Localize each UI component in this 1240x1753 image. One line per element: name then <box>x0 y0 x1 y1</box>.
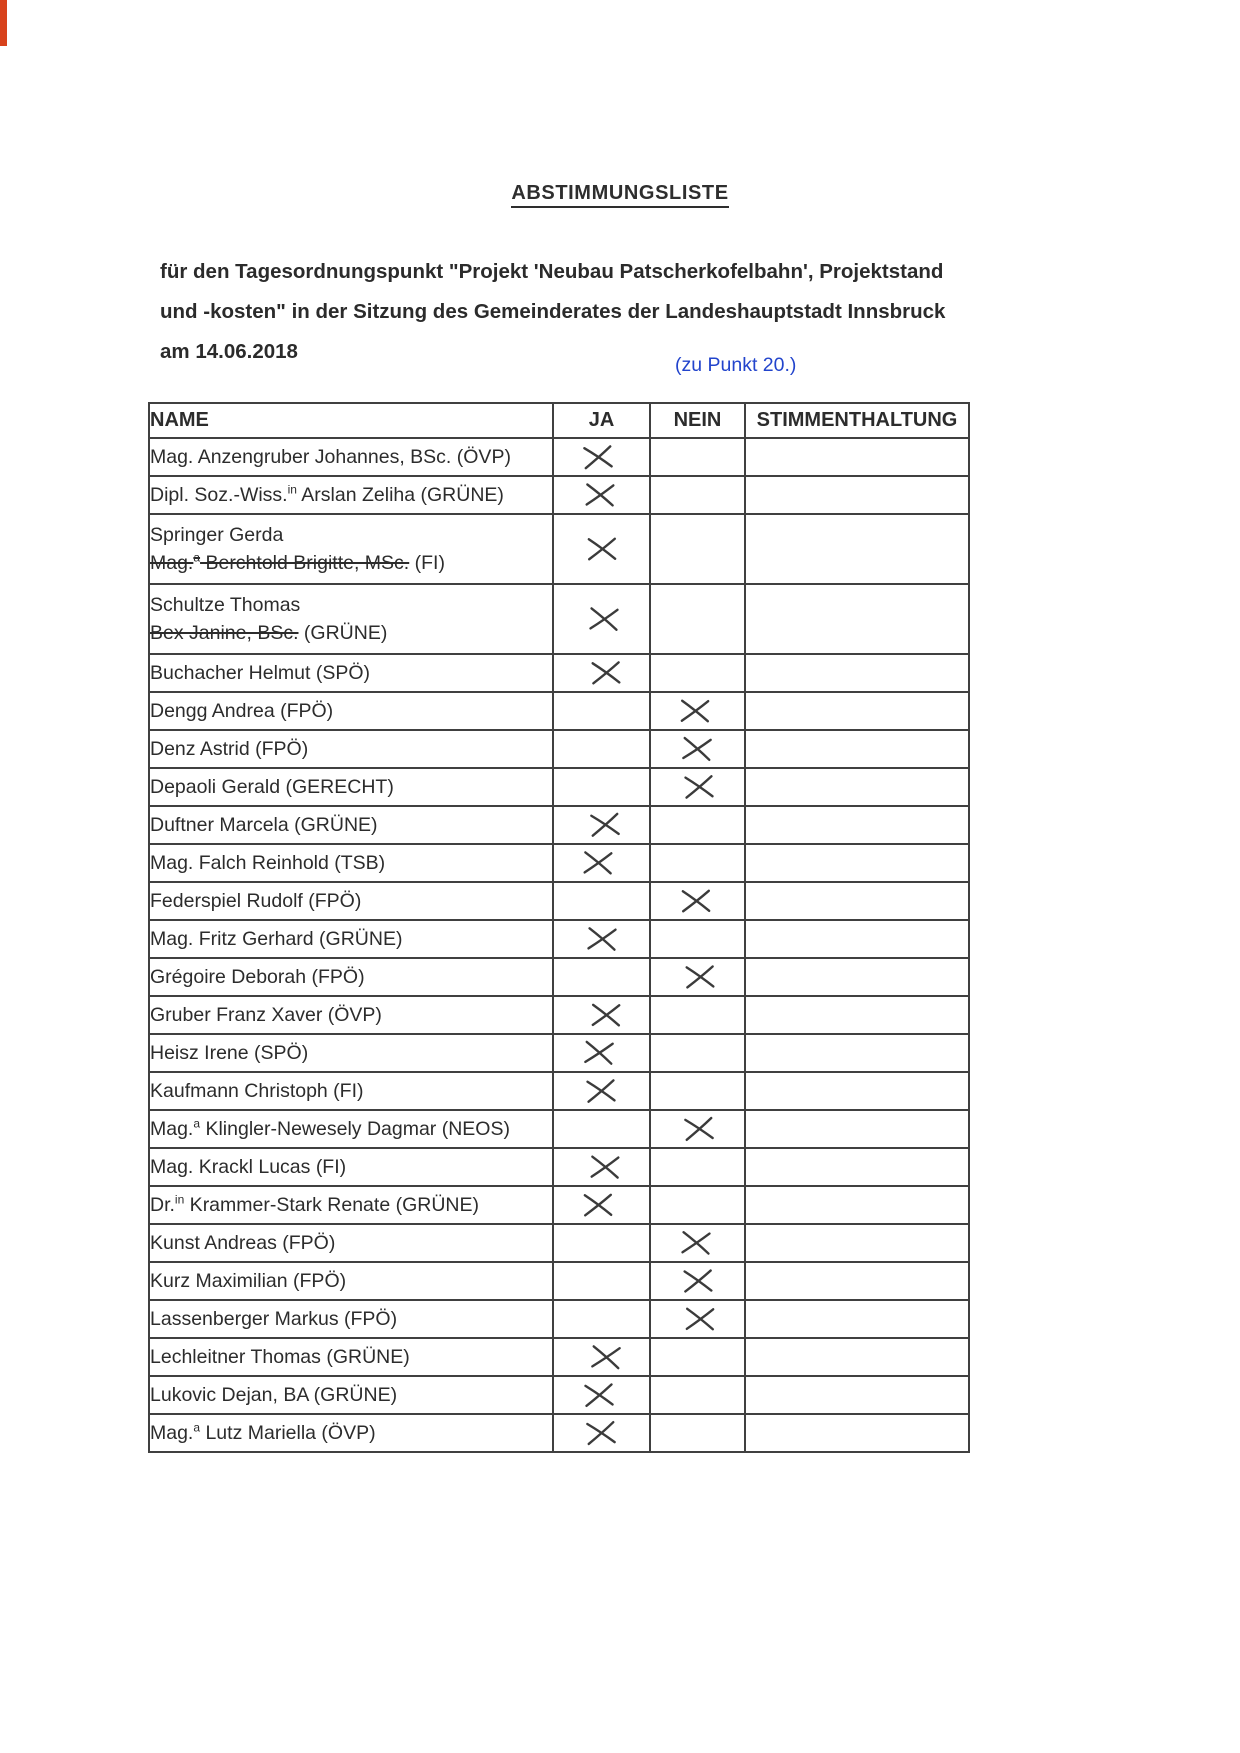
ja-cell <box>553 514 650 584</box>
name-line: Dengg Andrea (FPÖ) <box>150 699 334 722</box>
nein-cell <box>650 806 745 844</box>
enthaltung-cell <box>745 1186 969 1224</box>
enthaltung-cell <box>745 1262 969 1300</box>
intro-line-3 <box>160 332 980 376</box>
table-row <box>149 1376 969 1414</box>
name-line: Grégoire Deborah (FPÖ) <box>150 965 365 988</box>
table-row <box>149 806 969 844</box>
table-row <box>149 1414 969 1452</box>
table-row <box>149 1186 969 1224</box>
nein-cell <box>650 514 745 584</box>
table-row <box>149 958 969 996</box>
ja-cell <box>553 768 650 806</box>
ja-cell <box>553 438 650 476</box>
table-header <box>149 403 969 438</box>
ja-cell <box>553 882 650 920</box>
table-row <box>149 1338 969 1376</box>
handwritten-x-icon <box>579 442 617 472</box>
handwritten-x-icon <box>680 772 717 802</box>
name-cell <box>149 1262 553 1300</box>
name-line: Dipl. Soz.-Wiss.$^{in}$ Arslan Zeliha (GRÜNE) <box>150 482 504 506</box>
handwritten-x-icon <box>680 1114 718 1144</box>
handwritten-x-icon <box>587 658 624 687</box>
name-line: Denz Astrid (FPÖ) <box>150 737 309 760</box>
handwritten-x-icon <box>681 962 718 991</box>
name-cell <box>149 1376 553 1414</box>
name-cell <box>149 958 553 996</box>
handwritten-x-icon <box>580 1380 617 1410</box>
name-line: Duftner Marcela (GRÜNE) <box>150 813 378 836</box>
document-title-text: ABSTIMMUNGSLISTE <box>511 182 728 208</box>
name-cell <box>149 514 553 584</box>
name-cell <box>149 476 553 514</box>
table-row <box>149 476 969 514</box>
ja-cell <box>553 996 650 1034</box>
nein-cell <box>650 692 745 730</box>
column-header-nein: NEIN <box>650 403 745 438</box>
name-line: Mag.$^a$ Klingler-Newesely Dagmar (NEOS) <box>150 1116 510 1140</box>
enthaltung-cell <box>745 1034 969 1072</box>
enthaltung-cell <box>745 1110 969 1148</box>
handwritten-x-icon <box>579 848 616 877</box>
name-line: Bex Janine, BSc. (GRÜNE) <box>150 622 388 644</box>
ja-cell <box>553 806 650 844</box>
ja-cell <box>553 1186 650 1224</box>
enthaltung-cell <box>745 958 969 996</box>
nein-cell <box>650 1262 745 1300</box>
name-line: Mag. Anzengruber Johannes, BSc. (ÖVP) <box>150 445 511 468</box>
handwritten-x-icon <box>587 1342 625 1372</box>
name-line: Mag.$^a$ Lutz Mariella (ÖVP) <box>150 1420 376 1444</box>
ja-cell <box>553 1338 650 1376</box>
name-cell <box>149 920 553 958</box>
enthaltung-cell <box>745 730 969 768</box>
name-line: Kunst Andreas (FPÖ) <box>150 1231 336 1254</box>
column-header-ja: JA <box>553 403 650 438</box>
handwritten-x-icon <box>585 604 622 634</box>
table-row <box>149 584 969 654</box>
table-row <box>149 768 969 806</box>
name-line: Lukovic Dejan, BA (GRÜNE) <box>150 1383 398 1406</box>
nein-cell <box>650 1072 745 1110</box>
name-line: Lassenberger Markus (FPÖ) <box>150 1307 398 1330</box>
handwritten-x-icon <box>580 1038 618 1068</box>
name-cell <box>149 882 553 920</box>
enthaltung-cell <box>745 996 969 1034</box>
enthaltung-cell <box>745 438 969 476</box>
name-cell <box>149 692 553 730</box>
handwritten-x-icon <box>677 1228 714 1258</box>
intro-paragraph <box>160 252 980 376</box>
name-line: Schultze Thomas <box>150 593 301 616</box>
enthaltung-cell <box>745 1072 969 1110</box>
name-cell <box>149 1072 553 1110</box>
name-cell <box>149 1186 553 1224</box>
name-line: Mag. Krackl Lucas (FI) <box>150 1155 347 1178</box>
table-row <box>149 882 969 920</box>
handwritten-x-icon <box>582 1418 620 1448</box>
table-row <box>149 1034 969 1072</box>
name-line: Gruber Franz Xaver (ÖVP) <box>150 1003 382 1026</box>
ja-cell <box>553 1262 650 1300</box>
ja-cell <box>553 730 650 768</box>
name-line: Mag. Fritz Gerhard (GRÜNE) <box>150 927 403 950</box>
nein-cell <box>650 1338 745 1376</box>
nein-cell <box>650 1224 745 1262</box>
handwritten-x-icon <box>586 1152 623 1181</box>
enthaltung-cell <box>745 1338 969 1376</box>
table-row <box>149 844 969 882</box>
name-cell <box>149 1224 553 1262</box>
name-cell <box>149 730 553 768</box>
ja-cell <box>553 476 650 514</box>
column-header-name: NAME <box>149 403 553 438</box>
table-row <box>149 438 969 476</box>
table-row <box>149 1110 969 1148</box>
nein-cell <box>650 844 745 882</box>
ja-cell <box>553 844 650 882</box>
name-line: Mag. Falch Reinhold (TSB) <box>150 851 386 874</box>
enthaltung-cell <box>745 882 969 920</box>
table-row <box>149 730 969 768</box>
handwritten-x-icon <box>583 924 620 954</box>
table-row <box>149 1072 969 1110</box>
nein-cell <box>650 1110 745 1148</box>
name-cell <box>149 584 553 654</box>
table-row <box>149 692 969 730</box>
name-cell <box>149 806 553 844</box>
nein-cell <box>650 584 745 654</box>
scan-edge-artifact <box>0 0 7 46</box>
table-header-row <box>149 403 969 438</box>
handwritten-x-icon <box>676 697 712 726</box>
nein-cell <box>650 730 745 768</box>
name-line: Lechleitner Thomas (GRÜNE) <box>150 1345 410 1368</box>
enthaltung-cell <box>745 1300 969 1338</box>
name-line: Federspiel Rudolf (FPÖ) <box>150 889 362 912</box>
nein-cell <box>650 654 745 692</box>
ja-cell <box>553 692 650 730</box>
ja-cell <box>553 1034 650 1072</box>
nein-cell <box>650 1034 745 1072</box>
enthaltung-cell <box>745 844 969 882</box>
table-row <box>149 920 969 958</box>
ja-cell <box>553 1224 650 1262</box>
name-line: Heisz Irene (SPÖ) <box>150 1041 309 1064</box>
enthaltung-cell <box>745 476 969 514</box>
nein-cell <box>650 1300 745 1338</box>
enthaltung-cell <box>745 584 969 654</box>
name-cell <box>149 438 553 476</box>
table-row <box>149 514 969 584</box>
name-line: Depaoli Gerald (GERECHT) <box>150 775 394 798</box>
name-line: Kurz Maximilian (FPÖ) <box>150 1269 347 1292</box>
name-line: Buchacher Helmut (SPÖ) <box>150 661 370 684</box>
table-row <box>149 654 969 692</box>
name-cell <box>149 1148 553 1186</box>
nein-cell <box>650 1186 745 1224</box>
nein-cell <box>650 438 745 476</box>
enthaltung-cell <box>745 654 969 692</box>
name-cell <box>149 844 553 882</box>
ja-cell <box>553 1110 650 1148</box>
ja-cell <box>553 1376 650 1414</box>
enthaltung-cell <box>745 514 969 584</box>
intro-date: am 14.06.2018 <box>160 340 298 363</box>
agenda-point-note: (zu Punkt 20.) <box>675 354 797 376</box>
handwritten-x-icon <box>579 1191 615 1220</box>
enthaltung-cell <box>745 692 969 730</box>
ja-cell <box>553 1072 650 1110</box>
table-body <box>149 438 969 1452</box>
enthaltung-cell <box>745 1148 969 1186</box>
ja-cell <box>553 958 650 996</box>
name-cell <box>149 768 553 806</box>
nein-cell <box>650 1376 745 1414</box>
name-cell <box>149 1338 553 1376</box>
name-line: Springer Gerda <box>150 523 284 546</box>
nein-cell <box>650 958 745 996</box>
name-cell <box>149 1300 553 1338</box>
handwritten-x-icon <box>587 1001 623 1030</box>
name-cell <box>149 1110 553 1148</box>
handwritten-x-icon <box>678 734 716 764</box>
name-cell <box>149 996 553 1034</box>
nein-cell <box>650 768 745 806</box>
enthaltung-cell <box>745 768 969 806</box>
ja-cell <box>553 1148 650 1186</box>
name-cell <box>149 1034 553 1072</box>
document-title <box>0 182 1240 208</box>
nein-cell <box>650 476 745 514</box>
name-cell <box>149 654 553 692</box>
ja-cell <box>553 1300 650 1338</box>
nein-cell <box>650 920 745 958</box>
table-row <box>149 1224 969 1262</box>
name-cell <box>149 1414 553 1452</box>
handwritten-x-icon <box>681 1305 717 1334</box>
handwritten-x-icon <box>583 535 619 564</box>
handwritten-x-icon <box>679 1266 716 1295</box>
table-row <box>149 1262 969 1300</box>
nein-cell <box>650 996 745 1034</box>
ja-cell <box>553 920 650 958</box>
name-line: Kaufmann Christoph (FI) <box>150 1079 364 1102</box>
name-line: Mag.$^a$ Berchtold Brigitte, MSc. (FI) <box>150 550 445 574</box>
handwritten-x-icon <box>581 480 618 509</box>
handwritten-x-icon <box>586 810 624 840</box>
enthaltung-cell <box>745 1376 969 1414</box>
handwritten-x-icon <box>582 1076 619 1106</box>
name-line: Dr.$^{in}$ Krammer-Stark Renate (GRÜNE) <box>150 1192 479 1216</box>
enthaltung-cell <box>745 1414 969 1452</box>
column-header-stimmenthaltung: STIMMENTHALTUNG <box>745 403 969 438</box>
intro-line-1: für den Tagesordnungspunkt "Projekt 'Neubau Patscherkofelbahn', Projektstand <box>160 260 944 283</box>
nein-cell <box>650 1414 745 1452</box>
enthaltung-cell <box>745 920 969 958</box>
enthaltung-cell <box>745 1224 969 1262</box>
table-row <box>149 996 969 1034</box>
ja-cell <box>553 654 650 692</box>
voting-table <box>148 402 970 1453</box>
table-row <box>149 1300 969 1338</box>
intro-line-2: und -kosten" in der Sitzung des Gemeinderates der Landeshauptstadt Innsbruck <box>160 300 946 323</box>
enthaltung-cell <box>745 806 969 844</box>
handwritten-x-icon <box>677 887 713 916</box>
nein-cell <box>650 882 745 920</box>
ja-cell <box>553 584 650 654</box>
ja-cell <box>553 1414 650 1452</box>
nein-cell <box>650 1148 745 1186</box>
table-row <box>149 1148 969 1186</box>
